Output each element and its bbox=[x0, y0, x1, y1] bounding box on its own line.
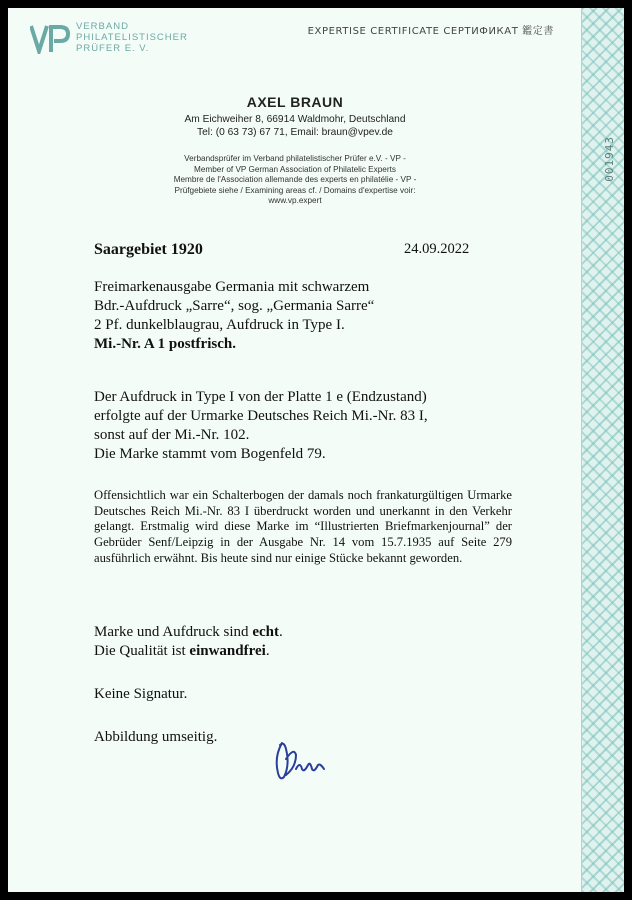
certificate-title: EXPERTISE CERTIFICATE СЕРТИФИКАТ 鑑定書 bbox=[307, 26, 554, 37]
description-line: Freimarkenausgabe Germania mit schwarzem bbox=[94, 279, 370, 295]
membership-line: Member of VP German Association of Philatelic Experts bbox=[194, 164, 396, 174]
security-strip bbox=[581, 8, 624, 892]
description-line: Bdr.-Aufdruck „Sarre“, sog. „Germania Sarre“ bbox=[94, 298, 375, 314]
org-line: VERBAND bbox=[76, 21, 129, 32]
verdict-genuine-value: echt bbox=[252, 624, 279, 640]
stamp-description bbox=[94, 278, 534, 354]
membership-line: Membre de l'Association allemande des experts en philatélie - VP - bbox=[173, 175, 417, 185]
membership-line: Prüfgebiete siehe / Examining areas cf. / Domains d'expertise voir: bbox=[174, 185, 416, 195]
signature-note: Keine Signatur. bbox=[94, 686, 188, 702]
history-paragraph: Offensichtlich war ein Schalterbogen der damals noch frankaturgültigen Urmarke Deutsches Reich Mi.-Nr. 83 I überdruckt worden und unerkannt in den Verkehr gelangt. Erstmalig wird diese Marke im “Illustrierten Briefmarkenjournal” der Gebrüder Senf/Leipzig in der Ausgabe Nr. 14 vom 15.7.1935 auf Seite 279 ausführlich erwähnt. Bis heute sind nur einige Stücke bekannt geworden. bbox=[94, 488, 512, 565]
examiner-block bbox=[8, 94, 582, 139]
examiner-contact: Tel: (0 63 73) 67 71, Email: braun@vpev.de bbox=[197, 127, 393, 138]
overprint-line: sonst auf der Mi.-Nr. 102. bbox=[94, 427, 250, 443]
verdict-quality bbox=[94, 642, 534, 661]
organization-name bbox=[76, 21, 188, 54]
membership-info bbox=[8, 154, 582, 207]
overprint-line: Die Marke stammt vom Bogenfeld 79. bbox=[94, 446, 326, 462]
overprint-details bbox=[94, 388, 534, 464]
examiner-name: AXEL BRAUN bbox=[246, 94, 344, 110]
stamp-area-title: Saargebiet 1920 bbox=[94, 241, 203, 258]
certificate-date: 24.09.2022 bbox=[404, 241, 470, 257]
overprint-line: erfolgte auf der Urmarke Deutsches Reich Mi.-Nr. 83 I, bbox=[94, 408, 428, 424]
org-line: PHILATELISTISCHER bbox=[76, 32, 188, 43]
verdict bbox=[94, 623, 534, 661]
verdict-genuine bbox=[94, 623, 534, 642]
verdict-text: Marke und Aufdruck sind bbox=[94, 624, 253, 640]
certificate-header bbox=[94, 241, 474, 259]
membership-url: www.vp.expert bbox=[268, 196, 322, 206]
examiner-address: Am Eichweiher 8, 66914 Waldmohr, Deutschland bbox=[184, 114, 406, 125]
description-line: 2 Pf. dunkelblaugrau, Aufdruck in Type I. bbox=[94, 317, 345, 333]
certificate-page bbox=[8, 8, 624, 892]
overprint-line: Der Aufdruck in Type I von der Platte 1 e (Endzustand) bbox=[94, 389, 427, 405]
verdict-quality-value: einwandfrei bbox=[189, 643, 266, 659]
certificate-serial: 001943 bbox=[603, 136, 616, 182]
image-note: Abbildung umseitig. bbox=[94, 729, 218, 745]
verdict-punct: . bbox=[265, 643, 270, 659]
verdict-text: Die Qualität ist bbox=[94, 643, 190, 659]
membership-line: Verbandsprüfer im Verband philatelistischer Prüfer e.V. - VP - bbox=[184, 154, 406, 163]
catalog-number: Mi.-Nr. A 1 postfrisch. bbox=[94, 336, 236, 352]
org-line: PRÜFER E. V. bbox=[76, 43, 150, 54]
handwritten-signature-icon bbox=[270, 735, 330, 785]
vp-logo-icon bbox=[30, 24, 70, 54]
verdict-punct: . bbox=[278, 624, 283, 640]
